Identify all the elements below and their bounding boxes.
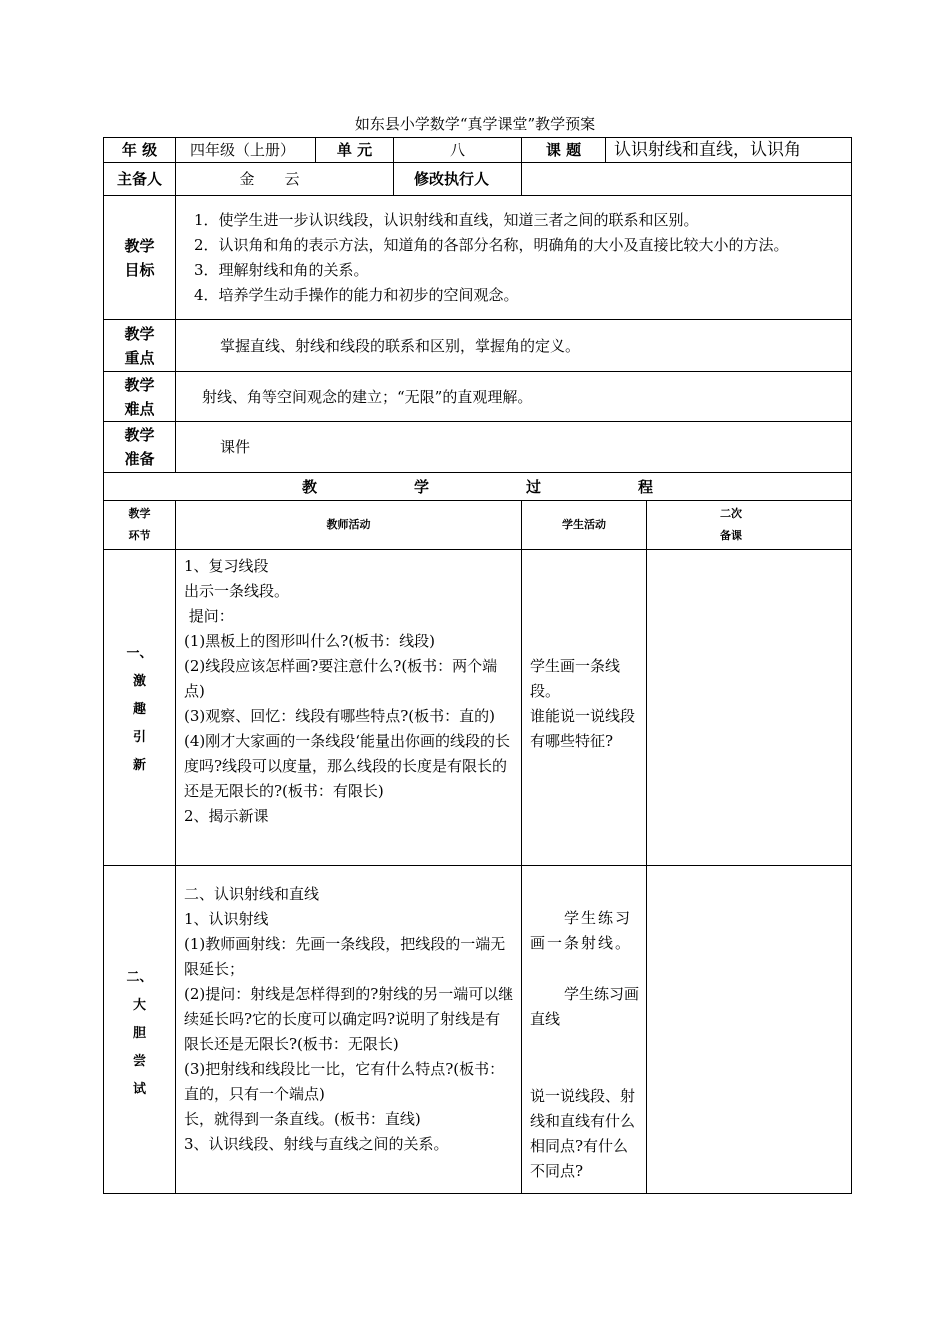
header-row-2: [104, 163, 852, 196]
topic-label: 课 题: [522, 138, 606, 163]
teacher-activity-2: 二、认识射线和直线 1、认识射线 (1)教师画射线：先画一条线段，把线段的一端无限延长； (2)提问：射线是怎样得到的?射线的另一端可以继续延长吗?它的长度可以确定吗?说明了射线是有限长还是无限长?(板书：无限长) (3)把射线和线段比一比，它有什么特点?(板书：直的，只有一个端点) 长，就得到一条直线。(板书：直线) 3、认识线段、射线与直线之间的关系。: [176, 866, 522, 1194]
key-points-text: 掌握直线、射线和线段的联系和区别，掌握角的定义。: [176, 320, 852, 372]
reviser-value: [522, 163, 852, 196]
goals-label: 教学 目标: [104, 196, 176, 320]
unit-value: 八: [394, 138, 522, 163]
teacher-activity-1: 1、复习线段 出示一条线段。 提问： (1)黑板上的图形叫什么?(板书：线段) (2)线段应该怎样画?要注意什么?(板书：两个端点) (3)观察、回忆：线段有哪些特点?(板书：直的) (4)刚才大家画的一条线段‘能量出你画的线段的长度吗?线段可以度量，那么线段的长度是有限长的还是无限长的?(板书：有限长) 2、揭示新课: [176, 550, 522, 866]
document-title: 如东县小学数学“真学课堂”教学预案: [354, 115, 596, 133]
preparation-row: [104, 422, 852, 473]
second-prep-column-header: 二次 备课: [647, 501, 852, 550]
student-column-header: 学生活动: [522, 501, 647, 550]
unit-label: 单 元: [316, 138, 394, 163]
goals-list: [176, 196, 852, 320]
goal-item: 4．培养学生动手操作的能力和初步的空间观念。: [194, 285, 519, 304]
goals-row: [104, 196, 852, 320]
difficulties-row: [104, 372, 852, 422]
grade-label: 年 级: [104, 138, 176, 163]
difficulties-label: 教学 难点: [104, 372, 176, 422]
section-row-2: [104, 866, 852, 1194]
reviser-label: 修改执行人: [394, 163, 522, 196]
section-stage-2: 二、 大 胆 尝 试: [104, 866, 176, 1194]
section-row-1: [104, 550, 852, 866]
lesson-plan-table: [103, 137, 852, 1194]
student-activity-1: 学生画一条线段。 谁能说一说线段有哪些特征?: [522, 550, 647, 866]
preparation-label: 教学 准备: [104, 422, 176, 473]
key-points-label: 教学 重点: [104, 320, 176, 372]
section-stage-1: 一、 激 趣 引 新: [104, 550, 176, 866]
topic-value: 认识射线和直线，认识角: [606, 138, 852, 163]
key-points-row: [104, 320, 852, 372]
preparer-label: 主备人: [104, 163, 176, 196]
goal-item: 2．认识角和角的表示方法，知道角的各部分名称，明确角的大小及直接比较大小的方法。: [194, 235, 789, 254]
grade-value: 四年级（上册）: [176, 138, 316, 163]
stage-column-header: 教学 环节: [104, 501, 176, 550]
goal-item: 1．使学生进一步认识线段，认识射线和直线，知道三者之间的联系和区别。: [194, 210, 699, 229]
header-row-1: [104, 138, 852, 163]
column-header-row: [104, 501, 852, 550]
teacher-column-header: 教师活动: [176, 501, 522, 550]
process-heading: 教 学 过 程: [104, 473, 852, 501]
second-prep-2: [647, 866, 852, 1194]
preparer-value: 金 云: [176, 163, 394, 196]
preparation-text: 课件: [176, 422, 852, 473]
second-prep-1: [647, 550, 852, 866]
goal-item: 3．理解射线和角的关系。: [194, 260, 369, 279]
student-activity-2: 学生练习画一条射线。 学生练习画直线 说一说线段、射线和直线有什么相同点?有什么不同点?: [522, 866, 647, 1194]
difficulties-text: 射线、角等空间观念的建立；“无限”的直观理解。: [176, 372, 852, 422]
process-row: [104, 473, 852, 501]
